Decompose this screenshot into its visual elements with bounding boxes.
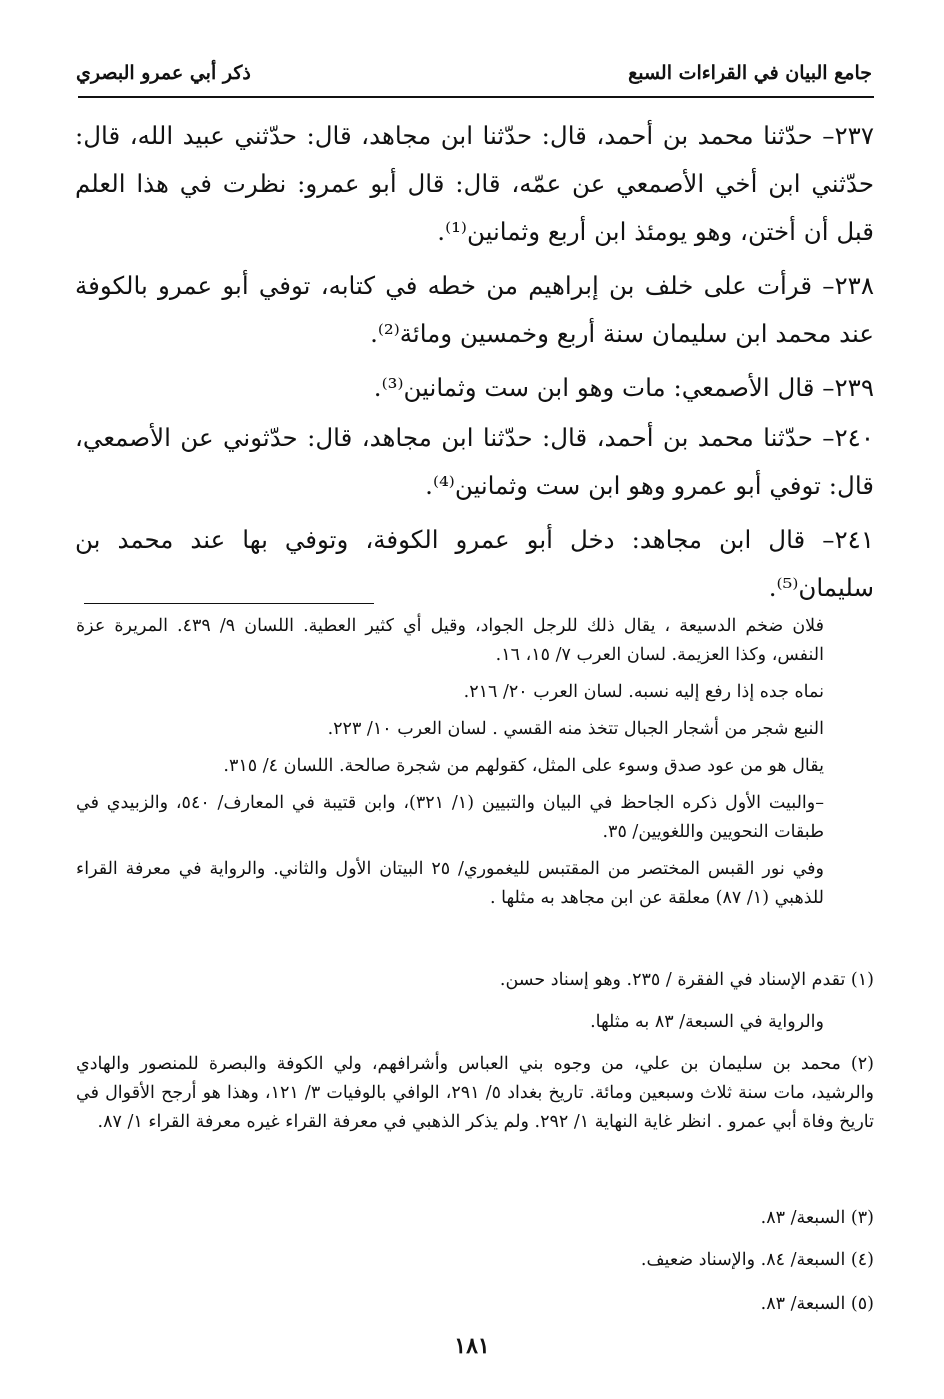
footnote-4: (٤) السبعة/ ٨٤. والإسناد ضعيف. bbox=[640, 1250, 874, 1270]
footnote-1-cont: والرواية في السبعة/ ٨٣ به مثلها. bbox=[590, 1012, 824, 1032]
footnote-line: فلان ضخم الدسيعة ، يقال ذلك للرجل الجواد، وقيل أي كثير العطية. اللسان ٩/ ٤٣٩. المريرة عزة النفس، وكذا العزيمة. لسان العرب ٧/ ١٥، ١٦. bbox=[76, 616, 824, 665]
running-header-book-title: جامع البيان في القراءات السبع bbox=[628, 62, 872, 84]
header-rule bbox=[78, 96, 874, 98]
footnote-line: يقال هو من عود صدق وسوء على المثل، كقولهم من شجرة صالحة. اللسان ٤/ ٣١٥. bbox=[223, 756, 824, 776]
footnote-separator bbox=[84, 603, 374, 604]
footnote-line: نماه جده إذا رفع إليه نسبه. لسان العرب ٢٠/ ٢١٦. bbox=[463, 682, 824, 702]
footnotes-continued bbox=[76, 612, 824, 921]
paragraph-239: ٢٣٩– قال الأصمعي: مات وهو ابن ست وثمانين⁽³⁾. bbox=[373, 373, 874, 402]
main-text bbox=[75, 112, 874, 618]
paragraph-241: ٢٤١– قال ابن مجاهد: دخل أبو عمرو الكوفة، وتوفي بها عند محمد بن سليمان⁽⁵⁾. bbox=[75, 525, 874, 602]
paragraph-240: ٢٤٠– حدّثنا محمد بن أحمد، قال: حدّثنا ابن مجاهد، قال: حدّثوني عن الأصمعي، قال: توفي أبو عمرو وهو ابن ست وثمانين⁽⁴⁾. bbox=[75, 423, 874, 500]
footnote-line: النبع شجر من أشجار الجبال تتخذ منه القسي . لسان العرب ١٠/ ٢٢٣. bbox=[327, 719, 824, 739]
footnote-3: (٣) السبعة/ ٨٣. bbox=[760, 1208, 874, 1228]
running-header-section-title: ذكر أبي عمرو البصري bbox=[76, 62, 251, 84]
paragraph-237: ٢٣٧– حدّثنا محمد بن أحمد، قال: حدّثنا ابن مجاهد، قال: حدّثني عبيد الله، قال: حدّثني ابن أخي الأصمعي عن عمّه، قال: قال أبو عمرو: نظرت في هذا العلم قبل أن أختن، وهو يومئذ ابن أربع وثمانين⁽¹⁾. bbox=[75, 121, 874, 246]
footnote-2: (٢) محمد بن سليمان بن علي، من وجوه بني العباس وأشرافهم، ولي الكوفة والبصرة للمنصور والهادي والرشيد، مات سنة ثلاث وسبعين ومائة. تاريخ بغداد ٥/ ٢٩١، الوافي بالوفيات ٣/ ١٢١، وهذا هو أرجح الأقوال في تاريخ وفاة أبي عمرو . انظر غاية النهاية ١/ ٢٩٢. ولم يذكر الذهبي في معرفة القراء غيره معرفة القراء ١/ ٨٧. bbox=[76, 1054, 874, 1132]
footnote-line: –والبيت الأول ذكره الجاحظ في البيان والتبيين (١/ ٣٢١)، وابن قتيبة في المعارف/ ٥٤٠، والزبيدي في طبقات النحويين واللغويين/ ٣٥. bbox=[76, 793, 824, 842]
footnote-line: وفي نور القبس المختصر من المقتبس لليغموري/ ٢٥ البيتان الأول والثاني. والرواية في معرفة القراء للذهبي (١/ ٨٧) معلقة عن ابن مجاهد به مثلها . bbox=[76, 859, 824, 908]
footnote-5: (٥) السبعة/ ٨٣. bbox=[760, 1294, 874, 1314]
paragraph-238: ٢٣٨– قرأت على خلف بن إبراهيم من خطه في كتابه، توفي أبو عمرو بالكوفة عند محمد ابن سليمان سنة أربع وخمسين ومائة⁽²⁾. bbox=[75, 271, 874, 348]
page-number: ١٨١ bbox=[454, 1333, 490, 1359]
footnote-1: (١) تقدم الإسناد في الفقرة / ٢٣٥. وهو إسناد حسن. bbox=[499, 970, 874, 990]
